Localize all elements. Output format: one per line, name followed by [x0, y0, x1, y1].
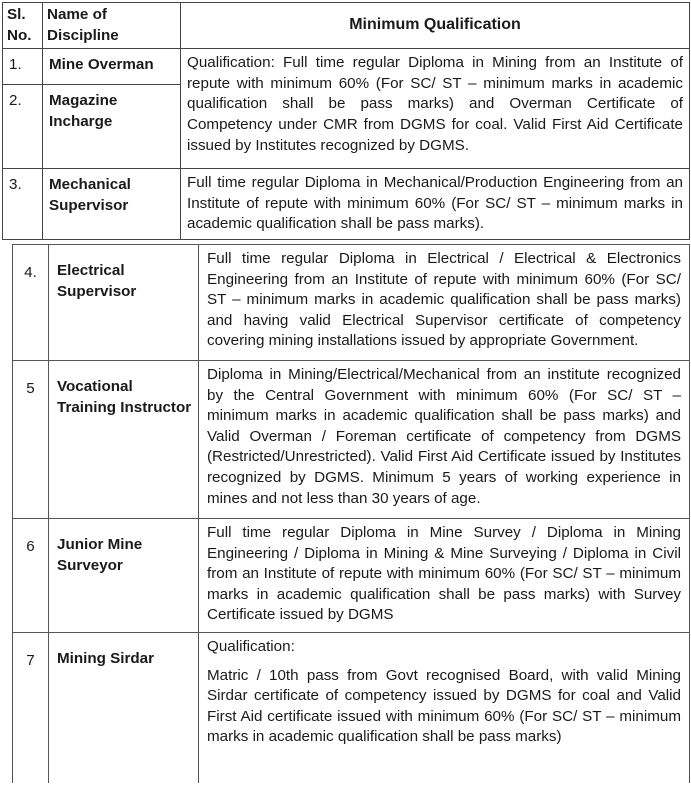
qualification-table-part-1	[2, 2, 690, 240]
row-sl-no: 4.	[13, 245, 49, 361]
table-row	[3, 169, 690, 240]
row-sl-no: 2.	[3, 85, 43, 169]
sl-no-header: Sl. No.	[3, 3, 43, 49]
row-qualification: Diploma in Mining/Electrical/Mechanical from an institute recognized by the Central Government with minimum 60% (For SC/ ST – minimum marks in academic qualification shall be pass marks) and Valid Overman / Foreman certificate of competency from DGMS (Restricted/Unrestricted). Valid First Aid Certificate issued by Institutes recognized by DGMS. Minimum 5 years of working experience in mines and not less than 30 years of age.	[199, 361, 690, 519]
row-discipline-name: Junior Mine Surveyor	[49, 519, 199, 633]
row-sl-no: 3.	[3, 169, 43, 240]
table-row	[13, 245, 690, 361]
row-qualification: Qualification: Full time regular Diploma in Mining from an Institute of repute with minimum 60% (For SC/ ST – minimum marks in academic qualification shall be pass marks) and Overman Certificate of Competency under CMR from DGMS for coal. Valid First Aid Certificate issued by Institutes recognized by DGMS.	[181, 49, 690, 169]
row-discipline-name: Vocational Training Instructor	[49, 361, 199, 519]
qualification-text: Matric / 10th pass from Govt recognised Board, with valid Mining Sirdar certificate of competency issued by DGMS for coal and Valid First Aid certificate issued with minimum 60% (For SC/ ST – minimum marks in academic qualification shall be pass marks)	[207, 666, 681, 746]
qualification-table-part-2	[12, 244, 690, 783]
minimum-qualification-header: Minimum Qualification	[181, 3, 690, 49]
row-discipline-name: Magazine Incharge	[43, 85, 181, 169]
row-discipline-name: Mine Overman	[43, 49, 181, 85]
table-row	[13, 361, 690, 519]
row-qualification: Full time regular Diploma in Mine Survey / Diploma in Mining Engineering / Diploma in Mining & Mine Surveying / Diploma in Civil from an Institute of repute with minimum 60% (For SC/ ST – minimum marks in academic qualification shall be pass marks) with Survey Certificate issued by DGMS	[199, 519, 690, 633]
table-row	[13, 519, 690, 633]
row-sl-no: 6	[13, 519, 49, 633]
row-sl-no: 5	[13, 361, 49, 519]
row-sl-no: 1.	[3, 49, 43, 85]
table-row	[3, 49, 690, 85]
row-qualification: Full time regular Diploma in Electrical / Electrical & Electronics Engineering from an Institute of repute with minimum 60% (For SC/ ST – minimum marks in academic qualification shall be pass marks) and having valid Electrical Supervisor certificate of competency covering mining installations issued by appropriate Government.	[199, 245, 690, 361]
row-discipline-name: Mining Sirdar	[49, 633, 199, 783]
discipline-name-header: Name of Discipline	[43, 3, 181, 49]
row-discipline-name: Mechanical Supervisor	[43, 169, 181, 240]
row-qualification: Full time regular Diploma in Mechanical/Production Engineering from an Institute of repute with minimum 60% (For SC/ ST – minimum marks in academic qualification shall be pass marks).	[181, 169, 690, 240]
row-discipline-name: Electrical Supervisor	[49, 245, 199, 361]
qualification-title: Qualification:	[207, 638, 295, 655]
table-row	[13, 633, 690, 783]
row-sl-no: 7	[13, 633, 49, 783]
row-qualification	[199, 633, 690, 783]
table-header-row	[3, 3, 690, 49]
